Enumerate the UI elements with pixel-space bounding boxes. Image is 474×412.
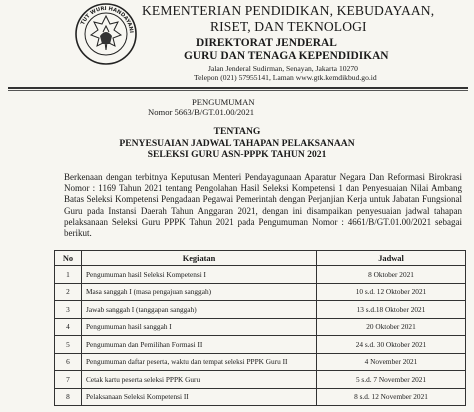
column-header-kegiatan: Kegiatan <box>82 251 317 266</box>
row-schedule: 10 s.d. 12 Oktober 2021 <box>317 283 466 301</box>
row-activity: Cetak kartu peserta seleksi PPPK Guru <box>82 371 317 389</box>
document-title <box>0 126 474 161</box>
table-row <box>55 266 466 284</box>
table-row <box>55 318 466 336</box>
row-activity: Jawab sanggah I (tanggapan sanggah) <box>82 301 317 319</box>
ministry-name-line1: KEMENTERIAN PENDIDIKAN, KEBUDAYAAN, <box>142 3 435 18</box>
letterhead <box>142 3 462 83</box>
table-row <box>55 388 466 406</box>
letterhead-divider-thin <box>8 90 468 91</box>
address-text: Jalan Jenderal Sudirman, Senayan, Jakarta 10270 <box>208 64 358 74</box>
row-number: 5 <box>55 336 82 354</box>
column-header-jadwal: Jadwal <box>317 251 466 266</box>
row-schedule: 5 s.d. 7 November 2021 <box>317 371 466 389</box>
tut-wuri-handayani-logo <box>74 2 138 66</box>
row-schedule: 8 Oktober 2021 <box>317 266 466 284</box>
table-row <box>55 353 466 371</box>
row-number: 7 <box>55 371 82 389</box>
row-number: 4 <box>55 318 82 336</box>
letterhead-divider <box>8 87 468 89</box>
row-activity: Pengumuman hasil sanggah I <box>82 318 317 336</box>
row-schedule: 8 s.d. 12 November 2021 <box>317 388 466 406</box>
table-row <box>55 283 466 301</box>
table-row <box>55 336 466 354</box>
ministry-name-line2: RISET, DAN TEKNOLOGI <box>210 18 367 34</box>
row-number: 6 <box>55 353 82 371</box>
row-schedule: 24 s.d. 30 Oktober 2021 <box>317 336 466 354</box>
announcement-label: PENGUMUMAN <box>192 97 255 107</box>
table-header-row <box>55 251 466 266</box>
row-number: 1 <box>55 266 82 284</box>
row-activity: Pengumuman daftar peserta, waktu dan tempat seleksi PPPK Guru II <box>82 353 317 371</box>
column-header-no: No <box>55 251 82 266</box>
title-line2: SELEKSI GURU ASN-PPPK TAHUN 2021 <box>147 149 327 160</box>
directorate-line1: DIREKTORAT JENDERAL <box>196 37 337 49</box>
row-activity: Pelaksanaan Seleksi Kompetensi II <box>82 388 317 406</box>
directorate-line2: GURU DAN TENAGA KEPENDIDIKAN <box>184 49 389 62</box>
title-line1: PENYESUAIAN JADWAL TAHAPAN PELAKSANAAN <box>119 137 355 149</box>
contact-text: Telepon (021) 57955141, Laman www.gtk.kemdikbud.go.id <box>194 73 377 83</box>
table-row <box>55 371 466 389</box>
row-activity: Masa sanggah I (masa pengajuan sanggah) <box>82 283 317 301</box>
row-number: 8 <box>55 388 82 406</box>
row-number: 2 <box>55 283 82 301</box>
announcement-number: Nomor 5663/B/GT.01.00/2021 <box>148 107 255 117</box>
schedule-table <box>54 250 466 406</box>
title-about: TENTANG <box>213 126 261 137</box>
table-row <box>55 301 466 319</box>
body-paragraph: Berkenaan dengan terbitnya Keputusan Menteri Pendayagunaan Aparatur Negara Dan Reformasi Birokrasi Nomor : 1169 Tahun 2021 tentang Pengolahan Hasil Seleksi Kompetensi 1 dan Penyesuaian Nilai Ambang Batas Seleksi Kompetensi Pengadaan Pegawai Pemerintah dengan Perjanjian Kerja untuk Jabatan Fungsional Guru pada Instansi Daerah Tahun Anggaran 2021, dengan ini disampaikan penyesuaian jadwal tahapan pelaksanaan Seleksi Guru PPPK Tahun 2021 pada Pengumuman Nomor : 4661/B/GT.01.00/2021 sebagai berikut. <box>64 172 462 239</box>
row-activity: Pengumuman dan Pemilihan Formasi II <box>82 336 317 354</box>
logo-text: TUT WURI HANDAYANI <box>80 5 134 34</box>
row-schedule: 13 s.d.18 Oktober 2021 <box>317 301 466 319</box>
row-schedule: 20 Oktober 2021 <box>317 318 466 336</box>
row-number: 3 <box>55 301 82 319</box>
row-activity: Pengumuman hasil Seleksi Kompetensi I <box>82 266 317 284</box>
announcement-block <box>148 97 255 117</box>
row-schedule: 4 November 2021 <box>317 353 466 371</box>
